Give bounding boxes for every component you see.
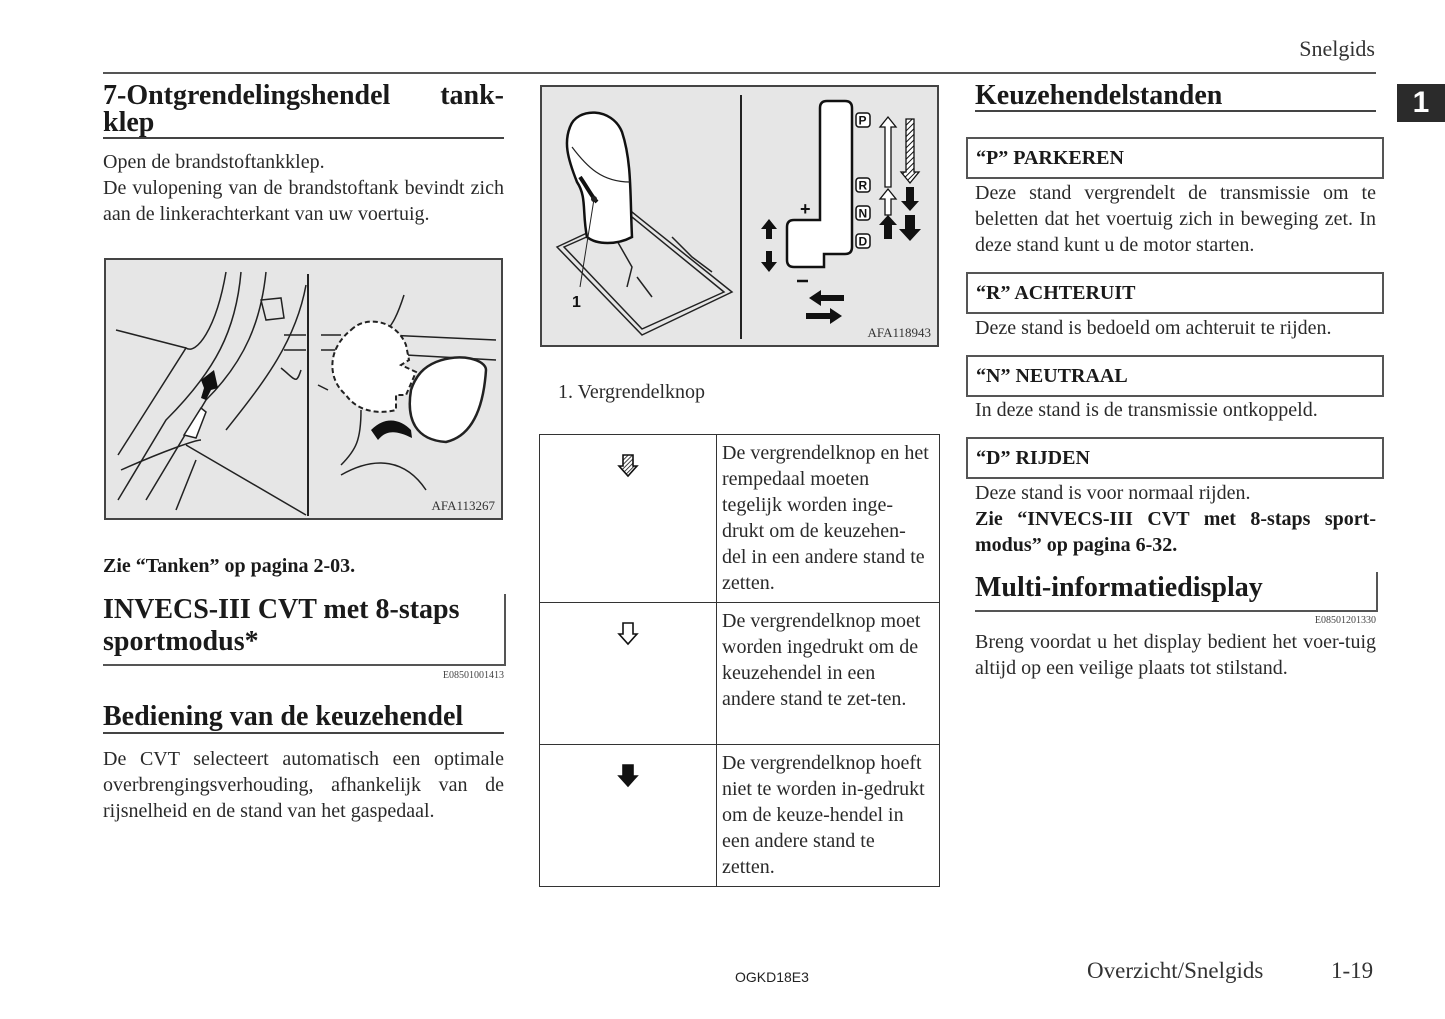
- operation-heading: Bediening van de keuzehendel: [103, 703, 504, 734]
- position-n-label: “N” NEUTRAAL: [966, 355, 1384, 397]
- see-cvt-reference: Zie “INVECS-III CVT met 8-staps sport-modus” op pagina 6-32.: [975, 508, 1376, 556]
- table-row: [540, 745, 940, 887]
- cvt-heading-box: [103, 594, 506, 666]
- display-heading: Multi-informatiedisplay: [975, 572, 1263, 603]
- hatched-down-arrow-icon: [617, 453, 639, 479]
- fuel-lever-heading-part2: tank-: [440, 80, 504, 111]
- svg-text:P: P: [858, 113, 867, 128]
- table-cell-text: De vergrendelknop hoeft niet te worden in-gedrukt om de keuze-hendel in een andere stand te zetten.: [717, 745, 940, 887]
- operation-paragraph: De CVT selecteert automatisch een optimale overbrengingsverhouding, afhankelijk van de rijsnelheid en de stand van het gaspedaal.: [103, 748, 504, 822]
- see-refueling-reference: Zie “Tanken” op pagina 2-03.: [103, 555, 356, 577]
- gate-plus-label: +: [800, 199, 811, 219]
- lock-button-legend-table: [539, 434, 940, 887]
- svg-text:D: D: [858, 234, 868, 249]
- position-p-label: “P” PARKEREN: [966, 137, 1384, 179]
- svg-text:N: N: [858, 206, 868, 221]
- position-n-text: In deze stand is de transmissie ontkoppeld.: [975, 399, 1318, 421]
- fuel-lid-illustration: [106, 260, 501, 518]
- header-rule: [103, 72, 1376, 74]
- outline-down-arrow-icon: [617, 621, 639, 647]
- display-heading-box: [975, 572, 1378, 612]
- display-paragraph: Breng voordat u het display bedient het voer-tuig altijd op een veilige plaats tot stilstand.: [975, 631, 1376, 679]
- svg-text:R: R: [858, 178, 868, 193]
- fuel-lever-heading-part1: 7-Ontgrendelingshendel: [103, 80, 391, 111]
- fuel-lever-heading: [103, 82, 504, 139]
- fuel-lever-paragraph: [103, 149, 504, 227]
- footer-page-number: 1-19: [1331, 958, 1374, 983]
- footer-doc-code: OGKD18E3: [735, 969, 809, 985]
- table-row: [540, 435, 940, 603]
- position-r-text: Deze stand is bedoeld om achteruit te rijden.: [975, 317, 1332, 339]
- chapter-tab-badge: 1: [1397, 84, 1445, 122]
- position-r-label: “R” ACHTERUIT: [966, 272, 1384, 314]
- solid-down-arrow-icon: [617, 763, 639, 789]
- display-section-code: E08501201330: [1314, 615, 1376, 626]
- figure1-code: AFA113267: [431, 498, 495, 513]
- fuel-lever-heading-line2: klep: [103, 107, 155, 138]
- cvt-heading-line2: sportmodus*: [103, 626, 259, 657]
- fuel-lever-text-line1: Open de brandstoftankklep.: [103, 151, 325, 173]
- table-cell-text: De vergrendelknop moet worden ingedrukt om de keuzehendel in een andere stand te zet-ten.: [717, 603, 940, 745]
- running-header-section: Snelgids: [1299, 36, 1375, 61]
- position-d-text: Deze stand is voor normaal rijden.: [975, 482, 1251, 504]
- cvt-heading-line1: INVECS-III CVT met 8-staps: [103, 594, 460, 625]
- figure2-caption: 1. Vergrendelknop: [558, 381, 706, 403]
- table-cell-text: De vergrendelknop en het rempedaal moeten tegelijk worden inge-drukt om de keuzehen-del in een andere stand te zetten.: [717, 435, 940, 603]
- selector-lever-illustration: [542, 87, 937, 345]
- table-row: [540, 603, 940, 745]
- position-d-label: “D” RIJDEN: [966, 437, 1384, 479]
- table-cell-icon: [540, 603, 717, 745]
- cvt-section-code: E08501001413: [442, 670, 504, 681]
- position-p-text: Deze stand vergrendelt de transmissie om te beletten dat het voertuig zich in beweging zet. In deze stand kunt u de motor starten.: [975, 182, 1376, 256]
- selector-lever-figure: [540, 85, 939, 347]
- table-cell-icon: [540, 435, 717, 603]
- footer-section-title: Overzicht/Snelgids: [1087, 958, 1264, 983]
- figure2-code: AFA118943: [867, 325, 931, 340]
- positions-heading: Keuzehendelstanden: [975, 82, 1376, 112]
- figure2-callout-1: 1: [572, 294, 581, 311]
- fuel-lever-text-line2: De vulopening van de brandstoftank bevindt zich aan de linkerachterkant van uw voertuig.: [103, 177, 504, 225]
- fuel-lid-release-figure: [104, 258, 503, 520]
- table-cell-icon: [540, 745, 717, 887]
